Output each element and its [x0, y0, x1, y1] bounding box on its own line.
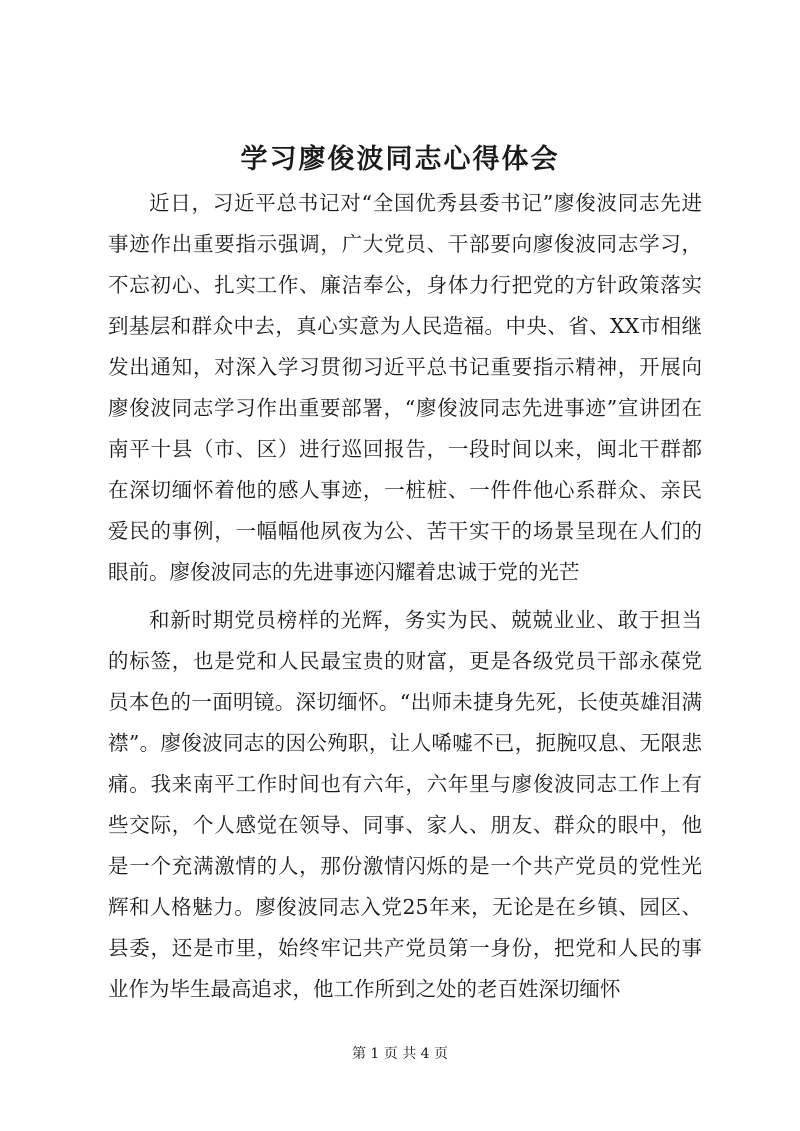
page-number-footer: 第 1 页 共 4 页 — [351, 1046, 449, 1062]
body-paragraph: 和新时期党员榜样的光辉，务实为民、兢兢业业、敢于担当的标签，也是党和人民最宝贵的财富，更是各级党员干部永葆党员本色的一面明镜。深切缅怀。“出师未捷身先死，长使英雄泪满襟”。廖俊波同志的因公殉职，让人唏嘘不已，扼腕叹息、无限悲痛。我来南平工作时间也有六年，六年里与廖俊波同志工作上有些交际，个人感觉在领导、同事、家人、朋友、群众的眼中，他是一个充满激情的人，那份激情闪烁的是一个共产党员的党性光辉和人格魅力。廖俊波同志入党25年来，无论是在乡镇、园区、县委，还是市里，始终牢记共产党员第一身份，把党和人民的事业作为毕生最高追求，他工作所到之处的老百姓深切缅怀 — [108, 608, 702, 1001]
body-paragraph: 近日，习近平总书记对“全国优秀县委书记”廖俊波同志先进事迹作出重要指示强调，广大党员、干部要向廖俊波同志学习，不忘初心、扎实工作、廉洁奉公，身体力行把党的方针政策落实到基层和群众中去，真心实意为人民造福。中央、省、XX市相继发出通知，对深入学习贯彻习近平总书记重要指示精神，开展向廖俊波同志学习作出重要部署，“廖俊波同志先进事迹”宣讲团在南平十县（市、区）进行巡回报告，一段时间以来，闽北干群都在深切缅怀着他的感人事迹，一桩桩、一件件他心系群众、亲民爱民的事例，一幅幅他夙夜为公、苦干实干的场景呈现在人们的眼前。廖俊波同志的先进事迹闪耀着忠诚于党的光芒 — [108, 191, 702, 584]
document-body — [108, 183, 702, 1010]
document-title: 学习廖俊波同志心得体会 — [240, 144, 560, 175]
